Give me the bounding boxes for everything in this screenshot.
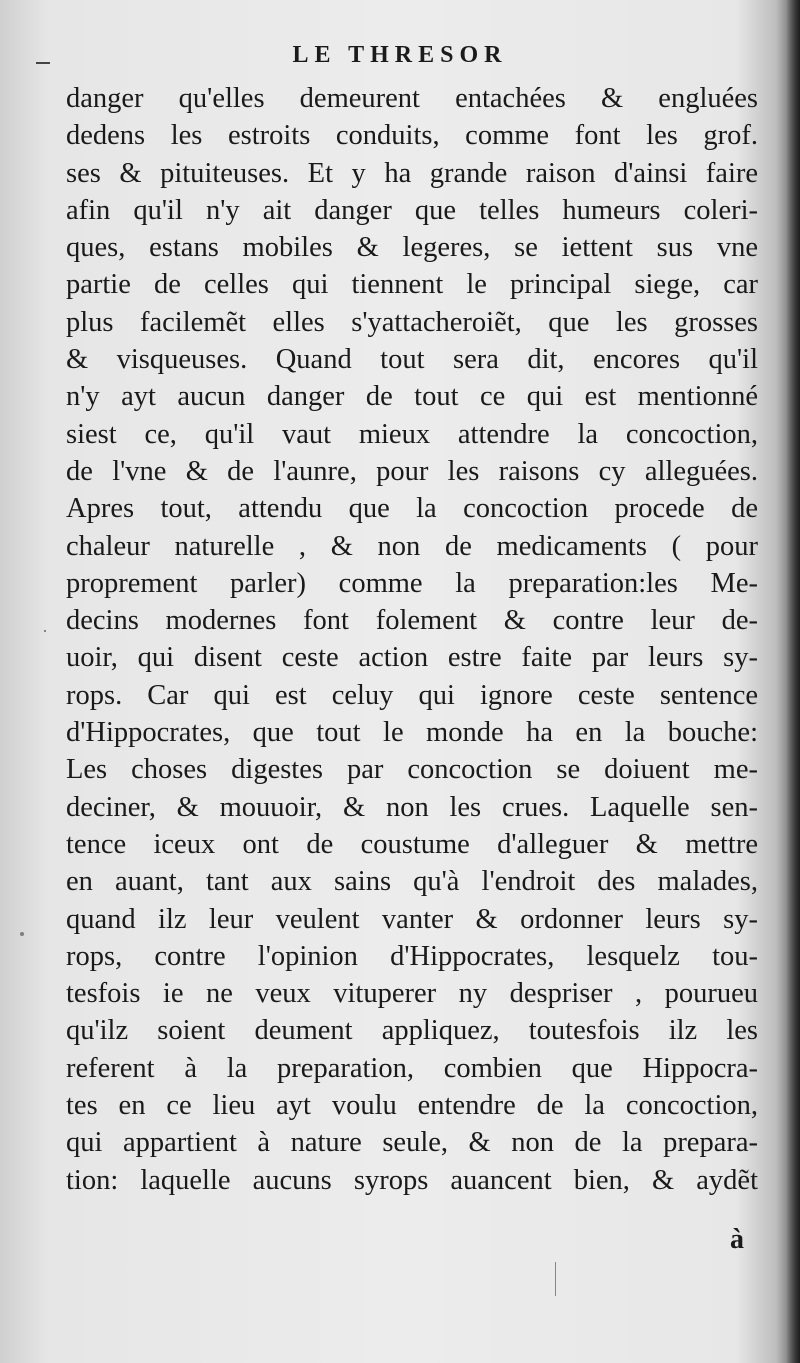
text-line: Apres tout, attendu que la concoction procede de bbox=[66, 493, 758, 525]
text-line: tesfois ie ne veux vituperer ny despriser , pourueu bbox=[66, 978, 758, 1010]
body-text bbox=[66, 80, 758, 1199]
text-line: deciner, & mouuoir, & non les crues. Laquelle sen- bbox=[66, 791, 758, 823]
text-line: rops, contre l'opinion d'Hippocrates, lesquelz tou- bbox=[66, 940, 758, 972]
page-edge-shadow bbox=[786, 0, 800, 1363]
ink-speck bbox=[20, 932, 24, 936]
text-line: proprement parler) comme la preparation:les Me- bbox=[66, 567, 758, 599]
text-line: plus facilemẽt elles s'yattacheroiẽt, que les grosses bbox=[66, 306, 758, 338]
text-line: tion: laquelle aucuns syrops auancent bien, & aydẽt bbox=[66, 1164, 758, 1196]
text-line: d'Hippocrates, que tout le monde ha en la bouche: bbox=[66, 717, 758, 749]
text-line: dedens les estroits conduits, comme font les grof. bbox=[66, 120, 758, 152]
text-line: qui appartient à nature seule, & non de la prepara- bbox=[66, 1127, 758, 1159]
text-line: de l'vne & de l'aunre, pour les raisons cy alleguées. bbox=[66, 455, 758, 487]
catchword: à bbox=[730, 1224, 744, 1255]
text-line: partie de celles qui tiennent le principal siege, car bbox=[66, 269, 758, 301]
text-line: Les choses digestes par concoction se doiuent me- bbox=[66, 754, 758, 786]
text-line: siest ce, qu'il vaut mieux attendre la concoction, bbox=[66, 418, 758, 450]
text-line: n'y ayt aucun danger de tout ce qui est mentionné bbox=[66, 381, 758, 413]
paper-crease-mark bbox=[555, 1262, 556, 1296]
text-line: ses & pituiteuses. Et y ha grande raison d'ainsi faire bbox=[66, 157, 758, 189]
text-line: referent à la preparation, combien que Hippocra- bbox=[66, 1052, 758, 1084]
text-line: afin qu'il n'y ait danger que telles humeurs coleri- bbox=[66, 194, 758, 226]
text-line: tence iceux ont de coustume d'alleguer & mettre bbox=[66, 828, 758, 860]
text-line: danger qu'elles demeurent entachées & engluées bbox=[66, 83, 758, 114]
text-line: en auant, tant aux sains qu'à l'endroit des malades, bbox=[66, 866, 758, 898]
running-head: LE THRESOR bbox=[292, 42, 508, 68]
text-line: quand ilz leur veulent vanter & ordonner leurs sy- bbox=[66, 903, 758, 935]
ink-speck bbox=[44, 630, 46, 632]
text-line: rops. Car qui est celuy qui ignore ceste sentence bbox=[66, 679, 758, 711]
text-line: chaleur naturelle , & non de medicaments ( pour bbox=[66, 530, 758, 562]
text-line: & visqueuses. Quand tout sera dit, encores qu'il bbox=[66, 344, 758, 376]
text-line: ques, estans mobiles & legeres, se iettent sus vne bbox=[66, 232, 758, 264]
text-line: qu'ilz soient deument appliquez, toutesfois ilz les bbox=[66, 1015, 758, 1047]
text-line: tes en ce lieu ayt voulu entendre de la concoction, bbox=[66, 1090, 758, 1122]
text-line: decins modernes font folement & contre leur de- bbox=[66, 605, 758, 637]
text-line: uoir, qui disent ceste action estre faite par leurs sy- bbox=[66, 642, 758, 674]
